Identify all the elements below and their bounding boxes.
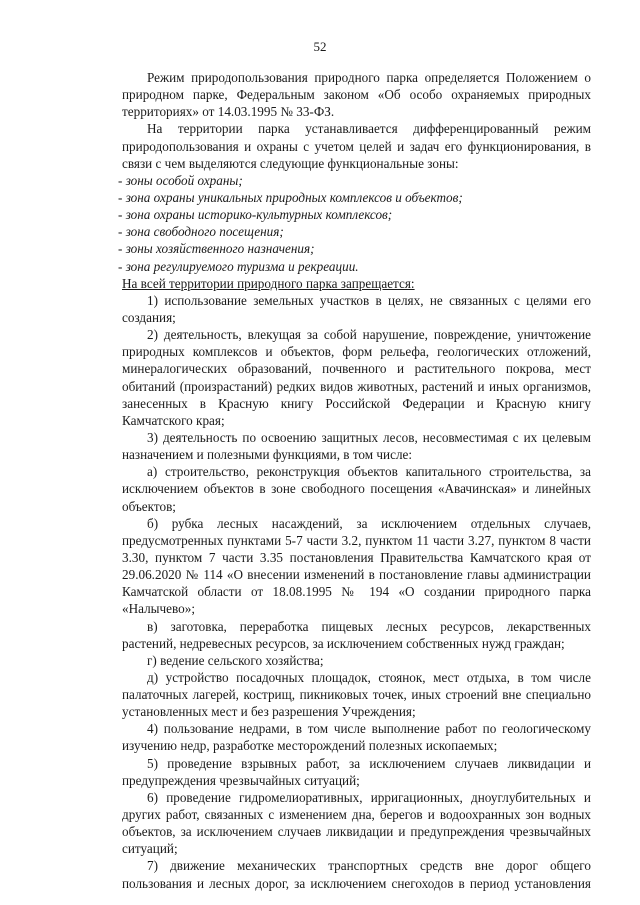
- zone-list-item: - зона регулируемого туризма и рекреации.: [118, 258, 359, 274]
- text-line: Камчатского края;: [122, 412, 225, 428]
- text-line: На территории парка устанавливается дифференцированный режим: [147, 121, 591, 137]
- text-line: «Налычево»;: [122, 601, 196, 617]
- text-line: объектов;: [122, 498, 176, 514]
- text-line: минералогических образований, почвенного и растительного покрова, мест: [122, 361, 591, 377]
- text-line: в) заготовка, переработка пищевых лесных ресурсов, лекарственных: [147, 618, 591, 634]
- text-line: 7) движение механических транспортных средств вне дорог общего: [147, 858, 591, 874]
- text-line: 5) проведение взрывных работ, за исключением случаев ликвидации и: [147, 755, 591, 771]
- zone-list-item: - зона охраны уникальных природных комплексов и объектов;: [118, 189, 463, 205]
- text-line: Камчатской области от 18.08.1995 № 194 «О создании природного парка: [122, 584, 591, 600]
- zone-list-item: - зона охраны историко-культурных комплексов;: [118, 207, 393, 223]
- text-line: исключением объектов в зоне свободного посещения «Авачинская» и линейных: [122, 481, 591, 497]
- text-line: предусмотренных пунктами 5-7 части 3.2, пунктом 11 части 3.27, пунктом 8 части: [122, 532, 591, 548]
- text-line: 29.06.2020 № 114 «О внесении изменений в постановление главы администрации: [122, 567, 591, 583]
- text-line: 3.30, пунктом 7 части 3.35 постановления Правительства Камчатского края от: [122, 549, 591, 565]
- text-line: 3) деятельность по освоению защитных лесов, несовместимая с их целевым: [147, 429, 591, 445]
- text-line: предупреждения чрезвычайных ситуаций;: [122, 772, 360, 788]
- text-line: обитаний (произрастаний) редких видов животных, растений и иных организмов,: [122, 378, 591, 394]
- zone-list-item: - зоны хозяйственного назначения;: [118, 241, 315, 257]
- text-line: назначением и полезными функциями, в том числе:: [122, 447, 413, 463]
- text-line: ситуаций;: [122, 841, 178, 857]
- text-line: территориях» от 14.03.1995 № 33-ФЗ.: [122, 104, 335, 120]
- text-line: создания;: [122, 309, 176, 325]
- page-number: 52: [313, 39, 327, 54]
- text-line: 2) деятельность, влекущая за собой нарушение, повреждение, уничтожение: [147, 327, 591, 343]
- text-line: объектов, за исключением случаев ликвидации и предупреждения чрезвычайных: [122, 824, 591, 840]
- text-line: растений, недревесных ресурсов, за исключением собственных нужд граждан;: [122, 635, 565, 651]
- text-line: г) ведение сельского хозяйства;: [147, 652, 324, 668]
- text-line: изучению недр, разработке месторождений полезных ископаемых;: [122, 738, 498, 754]
- text-line: природных комплексов и объектов, форм рельефа, геологических отложений,: [122, 344, 591, 360]
- zone-list-item: - зона свободного посещения;: [118, 224, 284, 240]
- text-line: других работ, связанных с изменением дна, берегов и водоохранных зон водных: [122, 807, 591, 823]
- text-line: 4) пользование недрами, в том числе выполнение работ по геологическому: [147, 721, 591, 737]
- text-line: природопользования и охраны с учетом целей и задач его функционирования, в: [122, 138, 591, 154]
- section-heading-line: На всей территории природного парка запрещается:: [122, 275, 415, 291]
- text-line: 1) использование земельных участков в целях, не связанных с целями его: [147, 292, 591, 308]
- text-line: пользования и лесных дорог, за исключением снегоходов в период установления: [122, 875, 591, 891]
- text-line: 6) проведение гидромелиоративных, ирригационных, дноуглубительных и: [147, 789, 591, 805]
- text-line: занесенных в Красную книгу Российской Федерации и Красную книгу: [122, 395, 591, 411]
- text-line: связи с чем выделяются следующие функциональные зоны:: [122, 155, 459, 171]
- text-line: Режим природопользования природного парка определяется Положением о: [147, 70, 591, 85]
- text-line: а) строительство, реконструкция объектов капитального строительства, за: [147, 464, 591, 480]
- text-line: установленных мест и без разрешения Учреждения;: [122, 704, 416, 720]
- text-line: природном парке, Федеральным законом «Об особо охраняемых природных: [122, 87, 591, 103]
- text-line: б) рубка лесных насаждений, за исключением отдельных случаев,: [147, 515, 591, 531]
- body-text: [118, 69, 591, 892]
- zone-list-item: - зоны особой охраны;: [118, 172, 243, 188]
- text-line: палаточных лагерей, кострищ, пикниковых точек, иных строений вне специально: [122, 687, 591, 703]
- text-line: д) устройство посадочных площадок, стоянок, мест отдыха, в том числе: [147, 669, 591, 685]
